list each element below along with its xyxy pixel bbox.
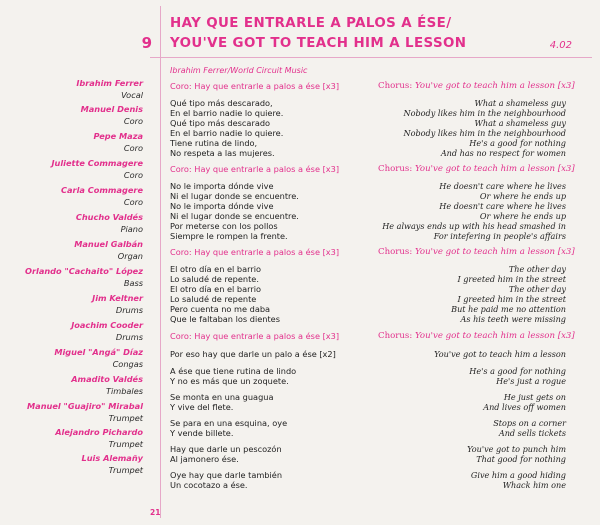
personnel-entry [0, 374, 143, 397]
lyric-line: Por eso hay que darle un palo a ése [x2] [170, 349, 336, 359]
lyric-line: He's a good for nothing [469, 138, 566, 148]
musician-name: Pepe Maza [93, 131, 143, 141]
lyric-line: As his teeth were missing [460, 314, 566, 324]
title-underline [150, 57, 592, 58]
musician-role: Trumpet [108, 464, 143, 475]
musician-role: Drums [115, 331, 143, 342]
chorus-text: You've got to teach him a lesson [x3] [414, 247, 575, 257]
chorus-line [378, 331, 575, 341]
lyric-line: Qué tipo más descarado [170, 118, 271, 128]
lyric-line: What a shameless guy [474, 98, 566, 108]
chorus-line: Coro: Hay que entrarle a palos a ése [x3] [170, 331, 340, 341]
musician-name: Manuel Galbán [74, 239, 143, 249]
lyric-line: I greeted him in the street [457, 294, 566, 304]
musician-role: Trumpet [108, 438, 143, 449]
chorus-line: Coro: Hay que entrarle a palos a ése [x3] [170, 247, 340, 257]
lyric-line: You've got to teach him a lesson [434, 349, 566, 359]
lyric-line: Ni el lugar donde se encuentre. [170, 191, 299, 201]
musician-name: Ibrahim Ferrer [76, 78, 143, 88]
musician-role: Organ [117, 250, 143, 261]
lyric-line: Tiene rutina de lindo, [170, 138, 258, 148]
lyric-line: Oye hay que darle también [170, 470, 283, 480]
lyric-line: En el barrio nadie lo quiere. [170, 128, 284, 138]
personnel-entry [0, 347, 143, 370]
lyric-line: No le importa dónde vive [170, 181, 274, 191]
chorus-label: Chorus: [378, 164, 413, 174]
musician-name: Manuel Denis [80, 104, 143, 114]
chorus-line [378, 164, 575, 174]
lyric-line: And sells tickets [498, 428, 566, 438]
lyric-line: You've got to punch him [467, 444, 566, 454]
track-number: 9 [141, 34, 152, 52]
personnel-entry [0, 104, 143, 127]
musician-name: Jim Keltner [92, 293, 143, 303]
musician-name: Alejandro Pichardo [55, 427, 143, 437]
chorus-label: Chorus: [378, 81, 413, 91]
lyric-line: That good for nothing [476, 454, 566, 464]
musician-role: Drums [115, 304, 143, 315]
musician-role: Trumpet [108, 412, 143, 423]
lyric-line: And lives off women [483, 402, 566, 412]
lyric-line: He doesn't care where he lives [439, 201, 566, 211]
lyric-line: Qué tipo más descarado, [170, 98, 273, 108]
musician-role: Coro [123, 169, 143, 180]
lyric-line: Y vive del flete. [170, 402, 234, 412]
musician-role: Bass [123, 277, 143, 288]
lyric-line: Se monta en una guagua [170, 392, 274, 402]
lyric-line: En el barrio nadie lo quiere. [170, 108, 284, 118]
chorus-label: Chorus: [378, 247, 413, 257]
lyric-line: He doesn't care where he lives [439, 181, 566, 191]
chorus-text: You've got to teach him a lesson [x3] [414, 164, 575, 174]
page-number: 21 [150, 508, 161, 517]
musician-role: Vocal [121, 89, 143, 100]
personnel-entry [0, 453, 143, 476]
musician-name: Orlando "Cachaito" López [25, 266, 143, 276]
lyric-line: Ni el lugar donde se encuentre. [170, 211, 299, 221]
personnel-entry [0, 293, 143, 316]
lyric-line: Whack him one [502, 480, 566, 490]
lyric-line: Un cocotazo a ése. [170, 480, 248, 490]
musician-name: Juliette Commagere [51, 158, 143, 168]
lyric-line: Siempre le rompen la frente. [170, 231, 288, 241]
lyric-line: Nobody likes him in the neighbourhood [403, 128, 566, 138]
musician-role: Timbales [105, 385, 143, 396]
lyric-line: I greeted him in the street [457, 274, 566, 284]
lyric-line: The other day [508, 284, 566, 294]
track-duration: 4.02 [549, 40, 572, 51]
lyric-line: Pero cuenta no me daba [170, 304, 271, 314]
lyric-line: And has no respect for women [440, 148, 566, 158]
personnel-entry [0, 158, 143, 181]
lyric-line: He always ends up with his head smashed in [382, 221, 566, 231]
chorus-line [378, 247, 575, 257]
personnel-entry [0, 320, 143, 343]
lyric-line: Or where he ends up [479, 191, 566, 201]
lyric-line: Se para en una esquina, oye [170, 418, 288, 428]
lyric-line: But he paid me no attention [451, 304, 566, 314]
lyric-line: Por meterse con los pollos [170, 221, 278, 231]
musician-role: Coro [123, 196, 143, 207]
personnel-entry [0, 401, 143, 424]
personnel-entry [0, 266, 143, 289]
lyric-line: Stops on a corner [493, 418, 566, 428]
lyric-line: For intefering in people's affairs [433, 231, 566, 241]
personnel-entry [0, 78, 143, 101]
personnel-entry [0, 212, 143, 235]
lyric-line: Hay que darle un pescozón [170, 444, 282, 454]
lyric-line: The other day [508, 264, 566, 274]
lyric-line: He's just a rogue [496, 376, 566, 386]
personnel-entry [0, 427, 143, 450]
chorus-text: You've got to teach him a lesson [x3] [414, 331, 575, 341]
title-english: YOU'VE GOT TO TEACH HIM A LESSON [170, 36, 467, 51]
musician-name: Joachim Cooder [71, 320, 143, 330]
chorus-line: Coro: Hay que entrarle a palos a ése [x3] [170, 164, 340, 174]
lyric-line: Lo saludé de repente [170, 294, 257, 304]
lyric-line: Al jamonero ése. [170, 454, 239, 464]
personnel-entry [0, 185, 143, 208]
lyric-line: He's a good for nothing [469, 366, 566, 376]
lyric-line: He just gets on [503, 392, 566, 402]
chorus-line: Coro: Hay que entrarle a palos a ése [x3] [170, 81, 340, 91]
track-title [170, 14, 550, 54]
musician-name: Chucho Valdés [75, 212, 143, 222]
lyric-line: A ése que tiene rutina de lindo [170, 366, 297, 376]
musician-role: Coro [123, 142, 143, 153]
musician-name: Amadito Valdés [71, 374, 143, 384]
musician-role: Coro [123, 115, 143, 126]
lyric-line: El otro día en el barrio [170, 264, 261, 274]
lyric-line: Y no es más que un zoquete. [170, 376, 289, 386]
publishing-credit: Ibrahim Ferrer/World Circuit Music [170, 66, 308, 75]
lyric-line: No respeta a las mujeres. [170, 148, 275, 158]
lyric-line: Nobody likes him in the neighbourhood [403, 108, 566, 118]
lyric-line: Y vende billete. [170, 428, 234, 438]
lyric-line: El otro día en el barrio [170, 284, 261, 294]
title-spanish: HAY QUE ENTRARLE A PALOS A ÉSE/ [170, 16, 452, 31]
musician-name: Manuel "Guajiro" Mirabal [27, 401, 143, 411]
lyric-line: Or where he ends up [479, 211, 566, 221]
musician-role: Piano [120, 223, 143, 234]
musician-role: Congas [112, 358, 143, 369]
personnel-entry [0, 131, 143, 154]
vertical-rule [160, 6, 161, 518]
lyric-line: Que le faltaban los dientes [170, 314, 280, 324]
musician-name: Luis Alemañy [81, 453, 143, 463]
lyric-line: Lo saludé de repente. [170, 274, 259, 284]
lyric-line: No le importa dónde vive [170, 201, 274, 211]
musician-name: Miguel "Angá" Díaz [54, 347, 143, 357]
musician-name: Carla Commagere [61, 185, 143, 195]
chorus-line [378, 81, 575, 91]
personnel-entry [0, 239, 143, 262]
chorus-text: You've got to teach him a lesson [x3] [414, 81, 575, 91]
chorus-label: Chorus: [378, 331, 413, 341]
lyric-line: Give him a good hiding [470, 470, 566, 480]
lyric-line: What a shameless guy [474, 118, 566, 128]
